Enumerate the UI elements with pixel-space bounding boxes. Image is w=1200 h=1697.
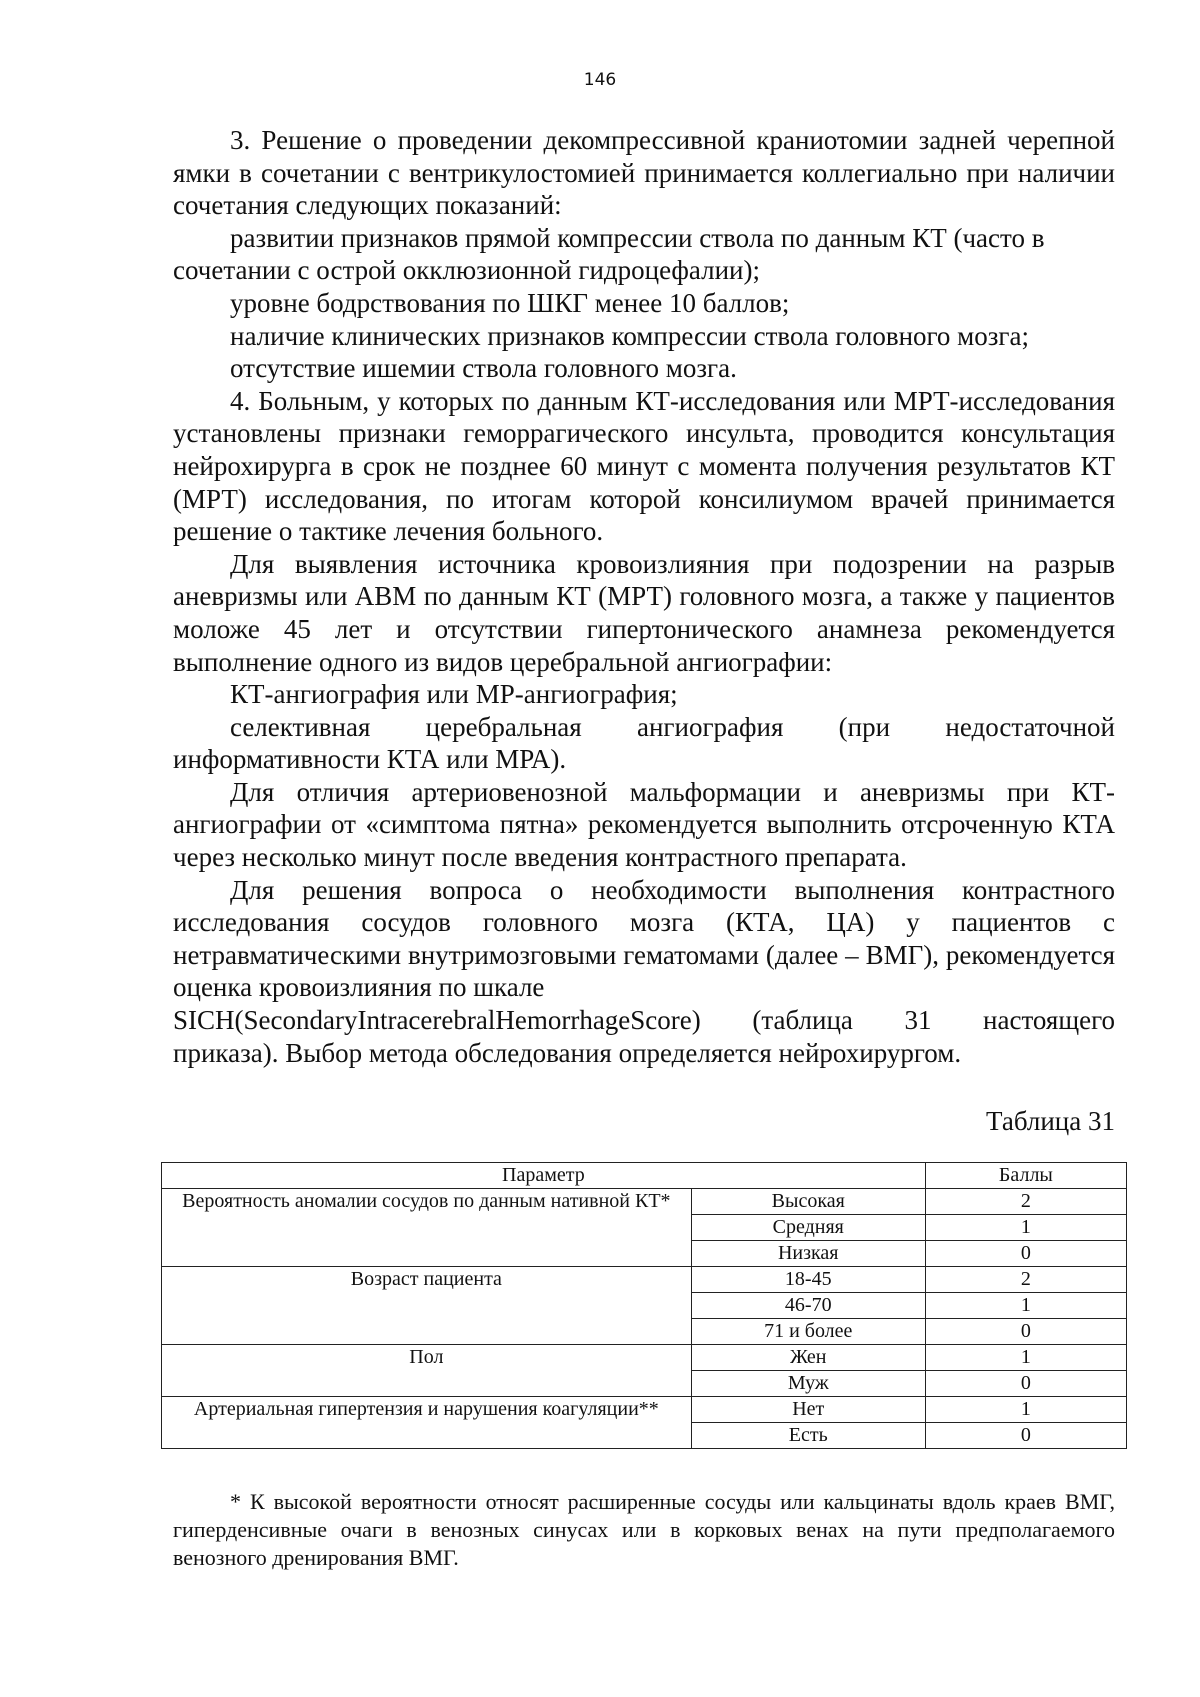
param-value: 18-45 — [691, 1267, 925, 1293]
table-row — [162, 1397, 1127, 1423]
table-header-row — [162, 1163, 1127, 1189]
param-name: Вероятность аномалии сосудов по данным нативной КТ* — [162, 1189, 692, 1267]
param-value: Высокая — [691, 1189, 925, 1215]
indication-item: наличие клинических признаков компрессии ствола головного мозга; — [230, 320, 1029, 351]
paragraph-4: 4. Больным, у которых по данным КТ-исследования или МРТ-исследования установлены признаки геморрагического инсульта, проводится консультация нейрохирурга в срок не позднее 60 минут с момента получения результатов КТ (МРТ) исследования, по итогам которой консилиумом врачей принимается решение о тактике лечения больного. — [173, 385, 1115, 547]
param-value: Жен — [691, 1345, 925, 1371]
paragraph-sich-end: приказа). Выбор метода обследования определяется нейрохирургом. — [173, 1037, 962, 1068]
paragraph-avm: Для отличия артериовенозной мальформации и аневризмы при КТ-ангиографии от «симптома пятна» рекомендуется выполнить отсроченную КТА через несколько минут после введения контрастного препарата. — [173, 776, 1115, 873]
page-number: 146 — [583, 70, 617, 90]
paragraph-sich-line: SICH(SecondaryIntracerebralHemorrhageScore) (таблица 31 настоящего — [173, 1005, 1115, 1036]
param-score: 2 — [925, 1189, 1126, 1215]
angiography-item: селективная церебральная ангиография (при недостаточной информативности КТА или МРА). — [173, 711, 1115, 775]
footnote — [173, 1488, 1115, 1572]
param-value: Есть — [691, 1423, 925, 1449]
paragraph-3: 3. Решение о проведении декомпрессивной краниотомии задней черепной ямки в сочетании с вентрикулостомией принимается коллегиально при наличии сочетания следующих показаний: — [173, 125, 1115, 221]
body-text — [173, 124, 1115, 1069]
footnote-text: * К высокой вероятности относят расширенные сосуды или кальцинаты вдоль краев ВМГ, гиперденсивные очаги в венозных синусах или в корковых венах на пути предполагаемого венозного дренирования ВМГ. — [173, 1489, 1115, 1570]
table-caption: Таблица 31 — [986, 1106, 1115, 1136]
paragraph-angiography: Для выявления источника кровоизлияния при подозрении на разрыв аневризмы или АВМ по данным КТ (МРТ) головного мозга, а также у пациентов моложе 45 лет и отсутствии гипертонического анамнеза рекомендуется выполнение одного из видов церебральной ангиографии: — [173, 548, 1115, 677]
param-score: 0 — [925, 1319, 1126, 1345]
indication-item: уровне бодрствования по ШКГ менее 10 баллов; — [230, 287, 790, 318]
param-score: 0 — [925, 1241, 1126, 1267]
table-row — [162, 1267, 1127, 1293]
param-score: 2 — [925, 1267, 1126, 1293]
param-score: 1 — [925, 1345, 1126, 1371]
param-score: 1 — [925, 1397, 1126, 1423]
table-row — [162, 1189, 1127, 1215]
param-score: 0 — [925, 1371, 1126, 1397]
header-score: Баллы — [925, 1163, 1126, 1189]
param-value: Муж — [691, 1371, 925, 1397]
param-score: 1 — [925, 1293, 1126, 1319]
param-name: Пол — [162, 1345, 692, 1397]
sich-score-table — [161, 1162, 1127, 1449]
header-param: Параметр — [162, 1163, 926, 1189]
param-value: 71 и более — [691, 1319, 925, 1345]
param-score: 0 — [925, 1423, 1126, 1449]
param-value: Низкая — [691, 1241, 925, 1267]
param-value: Нет — [691, 1397, 925, 1423]
indication-item: развитии признаков прямой компрессии ствола по данным КТ (часто в сочетании с острой окклюзионной гидроцефалии); — [173, 222, 1045, 286]
indication-item: отсутствие ишемии ствола головного мозга. — [230, 353, 737, 384]
param-name: Артериальная гипертензия и нарушения коагуляции** — [162, 1397, 692, 1449]
angiography-item: КТ-ангиография или МР-ангиография; — [230, 679, 678, 710]
param-score: 1 — [925, 1215, 1126, 1241]
param-value: Средняя — [691, 1215, 925, 1241]
paragraph-sich: Для решения вопроса о необходимости выполнения контрастного исследования сосудов головного мозга (КТА, ЦА) у пациентов с нетравматическими внутримозговыми гематомами (далее – ВМГ), рекомендуется оценка кровоизлияния по шкале — [173, 874, 1115, 1003]
table-row — [162, 1345, 1127, 1371]
param-name: Возраст пациента — [162, 1267, 692, 1345]
param-value: 46-70 — [691, 1293, 925, 1319]
